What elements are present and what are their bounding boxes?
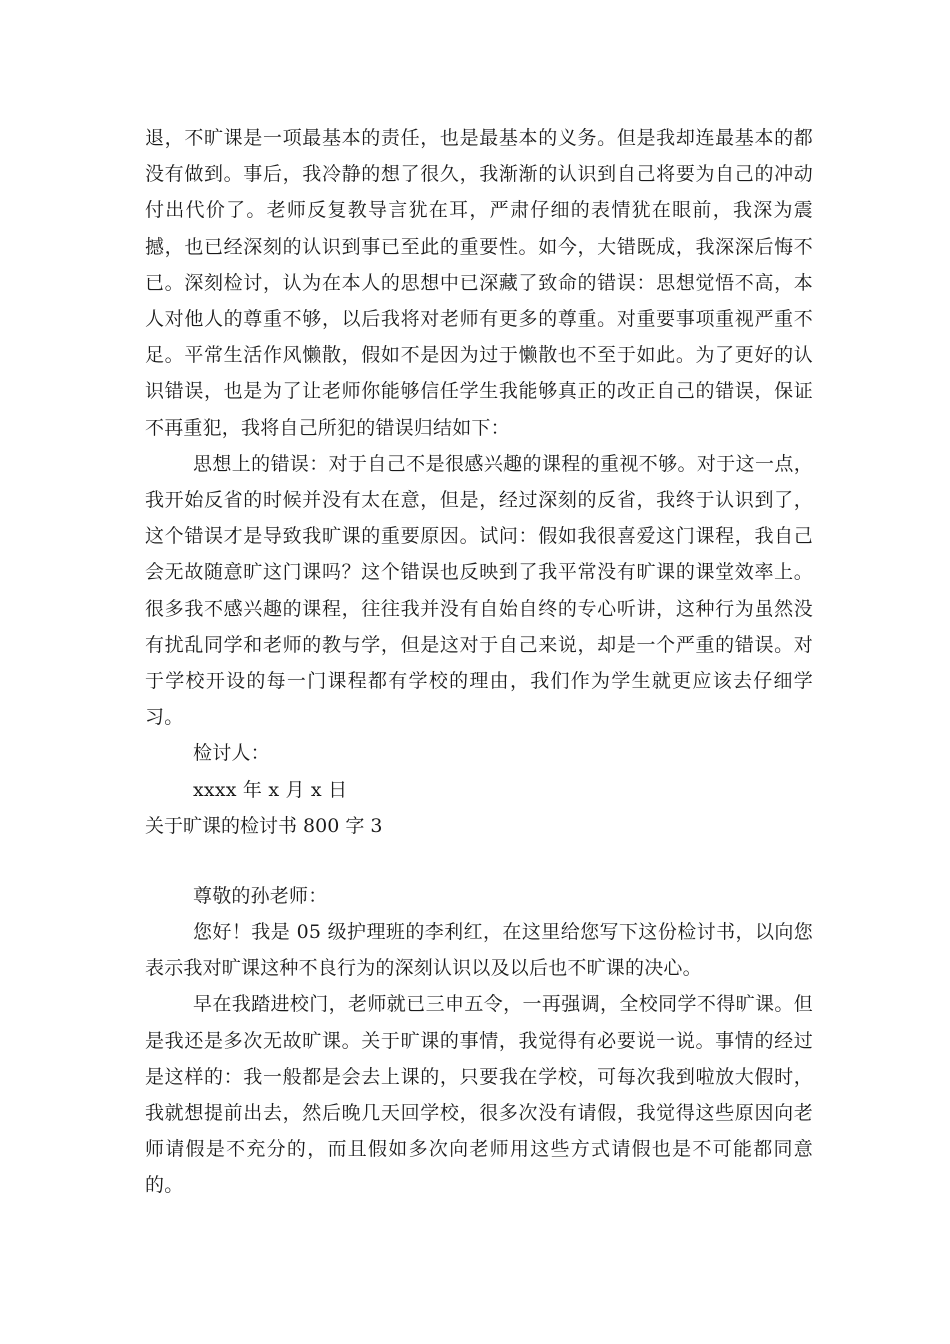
section1-paragraph-1: 退，不旷课是一项最基本的责任，也是最基本的义务。但是我却连最基本的都没有做到。事后，我冷静的想了很久，我渐渐的认识到自己将要为自己的冲动付出代价了。老师反复教导言犹在耳，严肃仔细的表情犹在眼前，我深为震撼，也已经深刻的认识到事已至此的重要性。如今，大错既成，我深深后悔不已。深刻检讨，认为在本人的思想中已深藏了致命的错误：思想觉悟不高，本人对他人的尊重不够，以后我将对老师有更多的尊重。对重要事项重视严重不足。平常生活作风懒散，假如不是因为过于懒散也不至于如此。为了更好的认识错误，也是为了让老师你能够信任学生我能够真正的改正自己的错误，保证不再重犯，我将自己所犯的错误归结如下： — [145, 127, 813, 439]
date-line: xxxx 年 x 月 x 日 — [193, 778, 348, 801]
section1-paragraph-2: 思想上的错误：对于自己不是很感兴趣的课程的重视不够。对于这一点，我开始反省的时候并没有太在意，但是，经过深刻的反省，我终于认识到了，这个错误才是导致我旷课的重要原因。试问：假如我很喜爱这门课程，我自己会无故随意旷这门课吗？这个错误也反映到了我平常没有旷课的课堂效率上。很多我不感兴趣的课程，往往我并没有自始自终的专心听讲，这种行为虽然没有扰乱同学和老师的教与学，但是这对于自己来说，却是一个严重的错误。对于学校开设的每一门课程都有学校的理由，我们作为学生就更应该去仔细学习。 — [145, 452, 813, 729]
document-page — [145, 120, 813, 1204]
signer-line: 检讨人： — [193, 742, 270, 765]
section2-paragraph-2: 早在我踏进校门，老师就已三申五令，一再强调，全校同学不得旷课。但是我还是多次无故旷课。关于旷课的事情，我觉得有必要说一说。事情的经过是这样的：我一般都是会去上课的，只要我在学校，可每次我到啦放大假时，我就想提前出去，然后晚几天回学校，很多次没有请假，我觉得这些原因向老师请假是不充分的，而且假如多次向老师用这些方式请假也是不可能都同意的。 — [145, 993, 813, 1197]
section2-title: 关于旷课的检讨书 800 字 3 — [145, 814, 383, 837]
salutation: 尊敬的孙老师： — [193, 884, 328, 907]
section2-paragraph-1: 您好！我是 05 级护理班的李利红，在这里给您写下这份检讨书，以向您表示我对旷课这种不良行为的深刻认识以及以后也不旷课的决心。 — [145, 921, 813, 980]
